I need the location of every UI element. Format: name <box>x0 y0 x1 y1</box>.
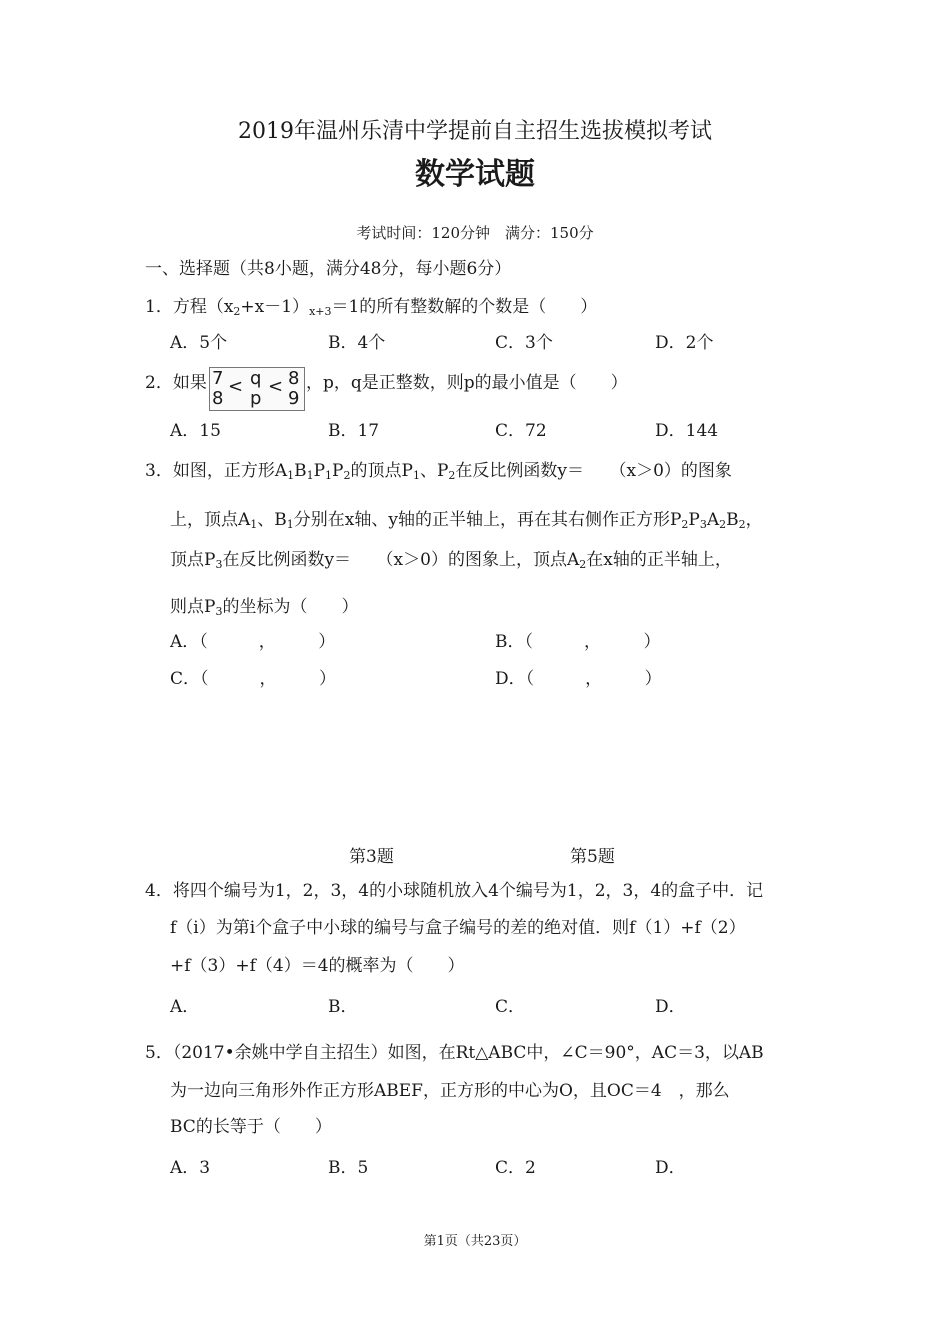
exam-subject: 数学试题 <box>415 157 535 192</box>
figure-caption-5: 第5题 <box>570 847 615 867</box>
q4-option-c[interactable]: C． <box>495 997 526 1017</box>
question-3-line-3: 顶点$P_3$在反比例函数y＝ （x＞0）的图象上，顶点$A_2$在x轴的正半轴上， <box>170 550 732 571</box>
q5-option-c[interactable]: C．2 <box>495 1158 536 1178</box>
q3-option-c[interactable]: C．（ ， ） <box>170 669 337 689</box>
fraction-inequality-image: 7 8 < q p < 8 9 <box>209 367 305 411</box>
q1-option-d[interactable]: D．2个 <box>655 333 714 353</box>
q3-option-d[interactable]: D．（ ， ） <box>495 669 662 689</box>
question-3-line-2: 上，顶点$A_1$、$B_1$分别在x轴、y轴的正半轴上，再在其右侧作正方形$P_2P_3A_2B_2$， <box>170 510 763 531</box>
q1-option-a[interactable]: A．5个 <box>170 333 228 353</box>
question-3-line-4: 则点$P_3$的坐标为（ ） <box>170 597 359 618</box>
question-4-line-2: f（i）为第i个盒子中小球的编号与盒子编号的差的绝对值．则f（1）+f（2） <box>170 918 746 938</box>
question-1: 1．方程$(x_2+x-1)_{x+3}=1$的所有整数解的个数是（ ） <box>145 297 598 318</box>
question-5-line-2: 为一边向三角形外作正方形ABEF，正方形的中心为O，且OC＝4 ，那么 <box>170 1081 730 1101</box>
question-4-line-1: 4．将四个编号为1，2，3，4的小球随机放入4个编号为1，2，3，4的盒子中．记 <box>145 881 764 901</box>
question-4-line-3: +f（3）+f（4）＝4的概率为（ ） <box>170 956 465 976</box>
question-2-text: ，p，q是正整数，则p的最小值是（ ） <box>306 373 628 393</box>
q5-option-d[interactable]: D． <box>655 1158 686 1178</box>
q2-option-b[interactable]: B．17 <box>328 421 380 441</box>
q1-option-b[interactable]: B．4个 <box>328 333 386 353</box>
q3-option-b[interactable]: B．（ ， ） <box>495 632 661 652</box>
exam-meta: 考试时间：120分钟 满分：150分 <box>356 224 594 242</box>
q1-option-c[interactable]: C．3个 <box>495 333 553 353</box>
q4-option-a[interactable]: A． <box>170 997 200 1017</box>
q2-option-a[interactable]: A．15 <box>170 421 221 441</box>
q2-option-c[interactable]: C．72 <box>495 421 547 441</box>
question-3-line-1: 3．如图，正方形$A_1B_1P_1P_2$的顶点$P_1$、$P_2$在反比例函数y＝ （x＞0）的图象 <box>145 461 732 482</box>
q5-option-a[interactable]: A．3 <box>170 1158 211 1178</box>
figure-caption-3: 第3题 <box>349 847 394 867</box>
question-2-prefix: 2．如果 <box>145 373 207 393</box>
q2-option-d[interactable]: D．144 <box>655 421 719 441</box>
exam-title: 2019年温州乐清中学提前自主招生选拔模拟考试 <box>238 119 712 144</box>
question-5-line-3: BC的长等于（ ） <box>170 1117 332 1137</box>
q4-option-b[interactable]: B． <box>328 997 358 1017</box>
q4-option-d[interactable]: D． <box>655 997 686 1017</box>
q3-option-a[interactable]: A．（ ， ） <box>170 632 336 652</box>
page-footer: 第1页（共23页） <box>423 1234 527 1249</box>
section-heading: 一、选择题（共8小题，满分48分，每小题6分） <box>145 259 512 279</box>
q5-option-b[interactable]: B．5 <box>328 1158 369 1178</box>
question-5-line-1: 5．（2017•余姚中学自主招生）如图，在Rt△ABC中，∠C＝90°，AC＝3，以AB <box>145 1043 764 1063</box>
